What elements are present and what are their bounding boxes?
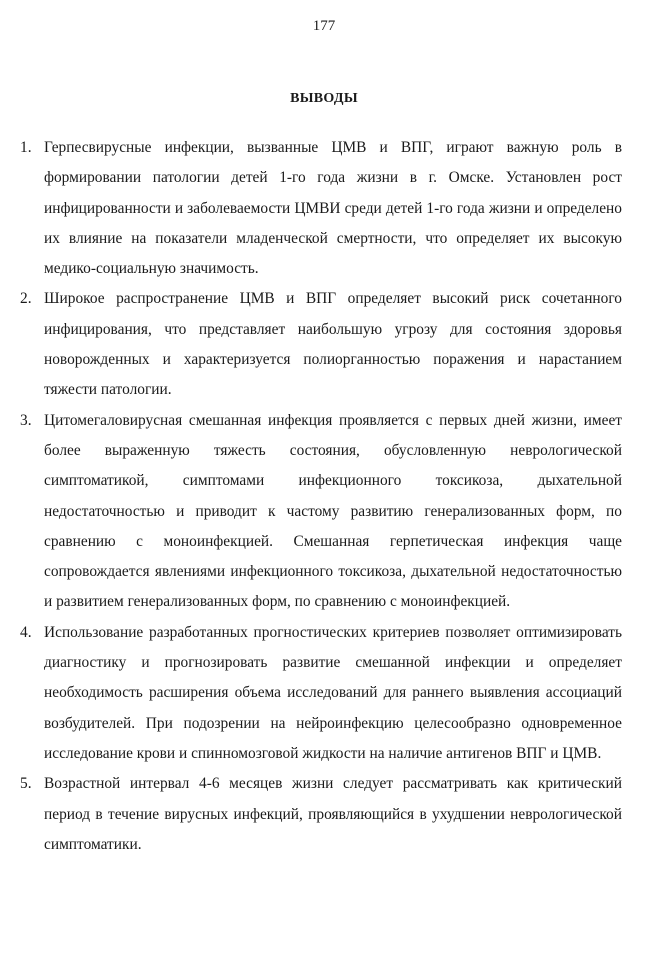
item-number: 4. [20, 623, 32, 641]
conclusions-list [20, 133, 622, 860]
conclusion-item [20, 284, 622, 405]
section-heading: ВЫВОДЫ [290, 91, 358, 106]
page-number: 177 [312, 18, 336, 34]
item-number: 3. [20, 411, 32, 429]
item-text: Цитомегаловирусная смешанная инфекция проявляется с первых дней жизни, имеет более выраженную тяжесть состояния, обусловленную неврологической симптоматикой, симптомами инфекционного токсикоза, дыхательной недостаточностью и приводит к частому развитию генерализованных форм, по сравнению с моноинфекцией. Смешанная герпетическая инфекция чаще сопровождается явлениями инфекционного токсикоза, дыхательной недостаточностью и развитием генерализованных форм, по сравнению с моноинфекцией. [44, 411, 622, 611]
item-text: Герпесвирусные инфекции, вызванные ЦМВ и ВПГ, играют важную роль в формировании патологии детей 1-го года жизни в г. Омске. Установлен рост инфицированности и заболеваемости ЦМВИ среди детей 1-го года жизни и определено их влияние на показатели младенческой смертности, что определяет их высокую медико-социальную значимость. [44, 139, 622, 278]
item-text: Использование разработанных прогностических критериев позволяет оптимизировать диагностику и прогнозировать развитие смешанной инфекции и определяет необходимость расширения объема исследований для раннего выявления ассоциаций возбудителей. При подозрении на нейроинфекцию целесообразно одновременное исследование крови и спинномозговой жидкости на наличие антигенов ВПГ и ЦМВ. [44, 623, 622, 762]
item-number: 5. [20, 775, 32, 793]
conclusion-item [20, 618, 622, 769]
conclusion-item [20, 769, 622, 860]
item-text: Широкое распространение ЦМВ и ВПГ определяет высокий риск сочетанного инфицирования, что представляет наибольшую угрозу для состояния здоровья новорожденных и характеризуется полиорганностью поражения и нарастанием тяжести патологии. [44, 290, 622, 399]
item-number: 2. [20, 290, 32, 308]
conclusion-item [20, 406, 622, 618]
item-number: 1. [20, 139, 32, 156]
conclusion-item [20, 133, 622, 284]
item-text: Возрастной интервал 4-6 месяцев жизни следует рассматривать как критический период в течение вирусных инфекций, проявляющийся в ухудшении неврологической симптоматики. [44, 775, 622, 853]
